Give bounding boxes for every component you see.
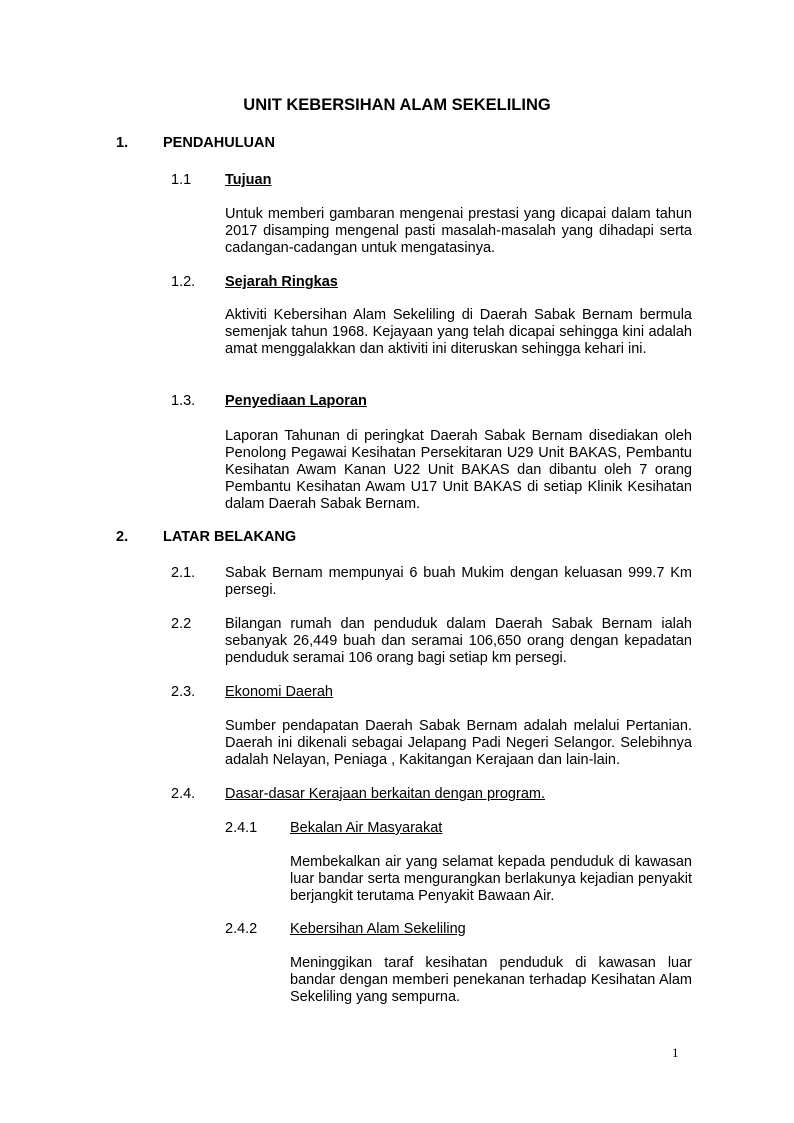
- subsection-heading: Dasar-dasar Kerajaan berkaitan dengan program.: [225, 786, 545, 802]
- subsection-number: 2.4.: [171, 786, 196, 802]
- subsection-number: 2.2: [171, 616, 192, 632]
- subsection-heading: Penyediaan Laporan: [225, 393, 367, 409]
- item-heading: Bekalan Air Masyarakat: [290, 820, 443, 836]
- subsection-number: 1.3.: [171, 393, 196, 409]
- subsection-number: 1.2.: [171, 274, 196, 290]
- section-heading: LATAR BELAKANG: [163, 529, 297, 545]
- paragraph: Untuk memberi gambaran mengenai prestasi yang dicapai dalam tahun 2017 disamping mengenal pasti masalah-masalah yang dihadapi serta cadangan-cadangan untuk mengatasinya.: [225, 206, 692, 256]
- page-title: UNIT KEBERSIHAN ALAM SEKELILING: [243, 96, 551, 114]
- subsection-number: 1.1: [171, 172, 192, 188]
- paragraph: Laporan Tahunan di peringkat Daerah Sabak Bernam disediakan oleh Penolong Pegawai Kesihatan Persekitaran U29 Unit BAKAS, Pembantu Kesihatan Awam Kanan U22 Unit BAKAS dan dibantu oleh 7 orang Pembantu Kesihatan Awam U17 Unit BAKAS di setiap Klinik Kesihatan dalam Daerah Sabak Bernam.: [225, 428, 692, 512]
- item-number: 2.4.1: [225, 820, 258, 836]
- paragraph: Sabak Bernam mempunyai 6 buah Mukim dengan keluasan 999.7 Km persegi.: [225, 565, 692, 598]
- section-number: 2.: [116, 529, 129, 545]
- subsection-number: 2.3.: [171, 684, 196, 700]
- subsection-heading: Ekonomi Daerah: [225, 684, 333, 700]
- subsection-number: 2.1.: [171, 565, 196, 581]
- paragraph: Sumber pendapatan Daerah Sabak Bernam adalah melalui Pertanian. Daerah ini dikenali sebagai Jelapang Padi Negeri Selangor. Selebihnya adalah Nelayan, Peniaga , Kakitangan Kerajaan dan lain-lain.: [225, 718, 692, 768]
- paragraph: Aktiviti Kebersihan Alam Sekeliling di Daerah Sabak Bernam bermula semenjak tahun 1968. Kejayaan yang telah dicapai sehingga kini adalah amat menggalakkan dan aktiviti ini diteruskan sehingga kehari ini.: [225, 307, 692, 357]
- page-number: 1: [672, 1045, 679, 1060]
- paragraph: Meninggikan taraf kesihatan penduduk di kawasan luar bandar dengan memberi penekanan terhadap Kesihatan Alam Sekeliling yang sempurna.: [290, 955, 692, 1005]
- item-heading: Kebersihan Alam Sekeliling: [290, 921, 466, 937]
- paragraph: Bilangan rumah dan penduduk dalam Daerah Sabak Bernam ialah sebanyak 26,449 buah dan seramai 106,650 orang dengan kepadatan penduduk seramai 106 orang bagi setiap km persegi.: [225, 616, 692, 666]
- section-number: 1.: [116, 135, 129, 151]
- subsection-heading: Sejarah Ringkas: [225, 274, 338, 290]
- paragraph: Membekalkan air yang selamat kepada penduduk di kawasan luar bandar serta mengurangkan berlakunya kejadian penyakit berjangkit terutama Penyakit Bawaan Air.: [290, 854, 692, 904]
- section-heading: PENDAHULUAN: [163, 135, 275, 151]
- subsection-heading: Tujuan: [225, 172, 272, 188]
- item-number: 2.4.2: [225, 921, 258, 937]
